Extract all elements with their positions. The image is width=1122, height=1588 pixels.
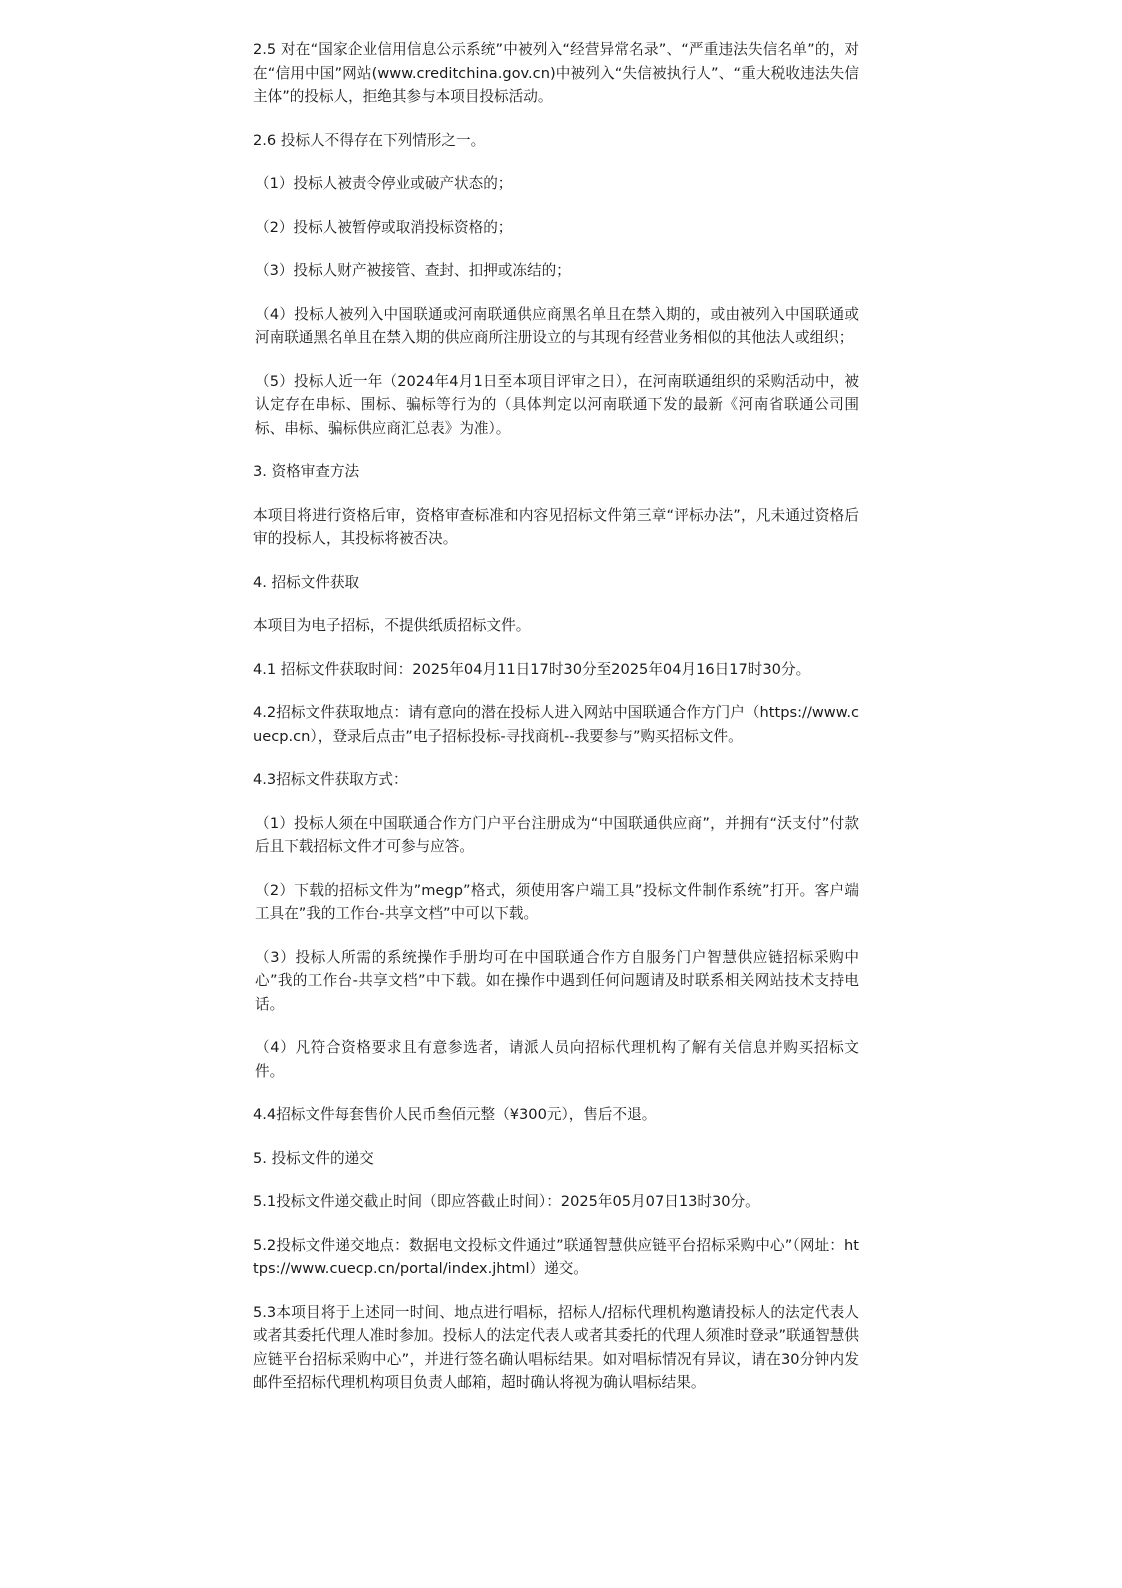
paragraph-4-2: 4.2招标文件获取地点：请有意向的潜在投标人进入网站中国联通合作方门户（https://www.cuecp.cn），登录后点击”电子招标投标-寻找商机--我要参与”购买招标文件。 [253, 704, 859, 745]
paragraph-4-3-item-2: （2）下载的招标文件为”megp”格式，须使用客户端工具”投标文件制作系统”打开。客户端工具在”我的工作台-共享文档”中可以下载。 [255, 881, 859, 922]
paragraph-3-body: 本项目将进行资格后审，资格审查标准和内容见招标文件第三章“评标办法”，凡未通过资格后审的投标人，其投标将被否决。 [253, 506, 859, 547]
paragraph-4-1: 4.1 招标文件获取时间：2025年04月11日17时30分至2025年04月16日17时30分。 [253, 660, 811, 678]
paragraph-2-6-item-1: （1）投标人被责令停业或破产状态的； [255, 175, 513, 192]
paragraph-2-6-item-4: （4）投标人被列入中国联通或河南联通供应商黑名单且在禁入期的，或由被列入中国联通或河南联通黑名单且在禁入期的供应商所注册设立的与其现有经营业务相似的其他法人或组织； [255, 305, 859, 346]
paragraph-5-1: 5.1投标文件递交截止时间（即应答截止时间）：2025年05月07日13时30分。 [253, 1193, 760, 1210]
paragraph-4-3-item-3: （3）投标人所需的系统操作手册均可在中国联通合作方自服务门户智慧供应链招标采购中心”我的工作台-共享文档”中下载。如在操作中遇到任何问题请及时联系相关网站技术支持电话。 [255, 948, 859, 1013]
paragraph-4-3-item-1: （1）投标人须在中国联通合作方门户平台注册成为“中国联通供应商”，并拥有“沃支付”付款后且下载招标文件才可参与应答。 [255, 814, 859, 855]
section-heading-3: 3. 资格审查方法 [253, 463, 360, 480]
document-page [253, 38, 859, 1415]
paragraph-2-6-item-2: （2）投标人被暂停或取消投标资格的； [255, 218, 513, 236]
section-heading-5: 5. 投标文件的递交 [253, 1149, 374, 1167]
paragraph-5-2: 5.2投标文件递交地点：数据电文投标文件通过”联通智慧供应链平台招标采购中心”（网址：https://www.cuecp.cn/portal/index.jhtml）递交。 [253, 1236, 859, 1277]
paragraph-4-4: 4.4招标文件每套售价人民币叁佰元整（¥300元），售后不退。 [253, 1106, 657, 1123]
paragraph-2-6-item-3: （3）投标人财产被接管、查封、扣押或冻结的； [255, 262, 571, 279]
paragraph-2-6-item-5: （5）投标人近一年（2024年4月1日至本项目评审之日），在河南联通组织的采购活动中，被认定存在串标、围标、骗标等行为的（具体判定以河南联通下发的最新《河南省联通公司围标、串标、骗标供应商汇总表》为准）。 [255, 372, 859, 437]
paragraph-5-3: 5.3本项目将于上述同一时间、地点进行唱标，招标人/招标代理机构邀请投标人的法定代表人或者其委托代理人准时参加。投标人的法定代表人或者其委托的代理人须准时登录”联通智慧供应链平台招标采购中心”，并进行签名确认唱标结果。如对唱标情况有异议，请在30分钟内发邮件至招标代理机构项目负责人邮箱，超时确认将视为确认唱标结果。 [253, 1303, 859, 1391]
paragraph-2-5: 2.5 对在“国家企业信用信息公示系统”中被列入“经营异常名录”、“严重违法失信名单”的，对在“信用中国”网站(www.creditchina.gov.cn)中被列入“失信被执行人”、“重大税收违法失信主体”的投标人，拒绝其参与本项目投标活动。 [253, 41, 859, 105]
paragraph-4-body: 本项目为电子招标，不提供纸质招标文件。 [253, 617, 531, 634]
paragraph-2-6: 2.6 投标人不得存在下列情形之一。 [253, 131, 486, 149]
paragraph-4-3-item-4: （4）凡符合资格要求且有意参选者，请派人员向招标代理机构了解有关信息并购买招标文件。 [255, 1039, 859, 1080]
section-heading-4: 4. 招标文件获取 [253, 573, 360, 591]
paragraph-4-3: 4.3招标文件获取方式： [253, 771, 408, 788]
